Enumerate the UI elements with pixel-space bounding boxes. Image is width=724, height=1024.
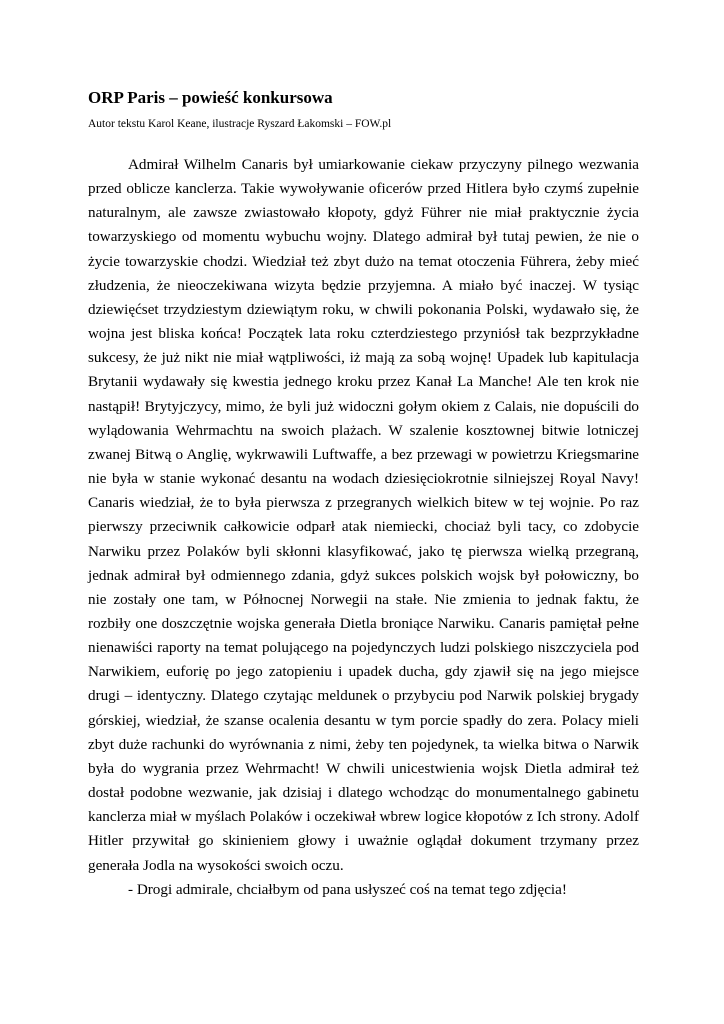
document-body (88, 153, 639, 902)
document-subtitle: Autor tekstu Karol Keane, ilustracje Ryszard Łakomski – FOW.pl (88, 118, 392, 130)
document-title: ORP Paris – powieść konkursowa (88, 88, 333, 107)
document-page (88, 88, 639, 902)
dialogue-paragraph: - Drogi admirale, chciałbym od pana usłyszeć coś na temat tego zdjęcia! (128, 880, 567, 898)
body-paragraph: Admirał Wilhelm Canaris był umiarkowanie ciekaw przyczyny pilnego wezwania przed oblicze kanclerza. Takie wywoływanie oficerów przed Hitlera było czymś zupełnie naturalnym, ale zawsze zwiastowało kłopoty, gdyż Führer nie miał praktycznie życia towarzyskiego od momentu wybuchu wojny. Dlatego admirał był tutaj pewien, że nie o życie towarzyskie chodzi. Wiedział też zbyt dużo na temat otoczenia Führera, żeby mieć złudzenia, że nieoczekiwana wizyta będzie przyjemna. A miało być inaczej. W tysiąc dziewięćset trzydziestym dziewiątym roku, w chwili pokonania Polski, wydawało się, że wojna jest bliska końca! Początek lata roku czterdziestego przyniósł tak bezprzykładne sukcesy, że już nikt nie miał wątpliwości, iż mają za sobą wojnę! Upadek lub kapitulacja Brytanii wydawały się kwestia jednego kroku przez Kanał La Manche! Ale ten krok nie nastąpił! Brytyjczycy, mimo, że byli już widoczni gołym okiem z Calais, nie dopuścili do wylądowania Wehrmachtu na swoich plażach. W szalenie kosztownej bitwie lotniczej zwanej Bitwą o Anglię, wykrwawili Luftwaffe, a bez przewagi w powietrzu Kriegsmarine nie była w stanie wykonać desantu na wodach dziesięciokrotnie silniejszej Royal Navy! Canaris wiedział, że to była pierwsza z przegranych wielkich bitew w tej wojnie. Po raz pierwszy przeciwnik całkowicie odparł atak niemiecki, chociaż byli tacy, co zdobycie Narwiku przez Polaków byli skłonni klasyfikować, jako tę pierwsza wielką przegraną, jednak admirał był odmiennego zdania, gdyż sukces polskich wojsk był połowiczny, bo nie zostały one tam, w Północnej Norwegii na stałe. Nie zmienia to jednak faktu, że rozbiły one doszczętnie wojska generała Dietla broniące Narwiku. Canaris pamiętał pełne nienawiści raporty na temat polującego na pojedynczych ludzi polskiego niszczyciela pod Narwikiem, euforię po jego zatopieniu i upadek ducha, gdy zjawił się na jego miejsce drugi – identyczny. Dlatego czytając meldunek o przybyciu pod Narwik polskiej brygady górskiej, wiedział, że szanse ocalenia desantu w tym porcie spadły do zera. Polacy mieli zbyt duże rachunki do wyrównania z nimi, żeby ten pojedynek, ta wielka bitwa o Narwik była do wygrania przez Wehrmacht! W chwili unicestwienia wojsk Dietla admirał też dostał podobne wezwanie, jak dzisiaj i dlatego wchodząc do monumentalnego gabinetu kanclerza miał w myślach Polaków i oczekiwał wbrew logice kłopotów z Ich strony. Adolf Hitler przywitał go skinieniem głowy i uważnie oglądał dokument trzymany przez generała Jodla na wysokości swoich oczu. (88, 156, 639, 874)
